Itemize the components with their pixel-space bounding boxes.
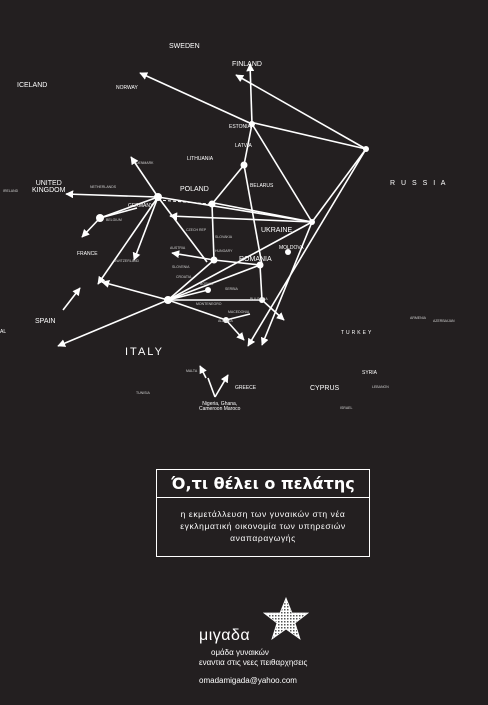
route-line <box>140 73 252 124</box>
label-lebanon: LEBANON <box>372 385 389 389</box>
label-azerbaijan: AZERBAIJAN <box>433 319 455 323</box>
label-austria: AUSTRIA <box>170 246 186 250</box>
label-moldova: MOLDOVA <box>279 245 304 251</box>
label-switzerland: SWITZERLAND <box>114 259 140 263</box>
route-line <box>244 165 262 265</box>
label-netherlands: NETHERLANDS <box>90 185 117 189</box>
label-macedonia: MACEDONIA <box>228 310 250 314</box>
star-icon <box>263 597 309 641</box>
route-line <box>168 265 260 300</box>
label-russia: R U S S I A <box>390 180 448 187</box>
route-line <box>252 124 312 222</box>
label-lithuania: LITHUANIA <box>187 156 214 162</box>
label-croatia: CROATIA <box>176 275 192 279</box>
label-ireland: IRELAND <box>3 189 19 193</box>
label-origins: Nigeria, Ghana, Cameroon Maroco <box>199 401 241 412</box>
node-ukraine <box>309 219 315 225</box>
label-ukraine: UKRAINE <box>261 227 293 234</box>
route-line <box>212 165 244 204</box>
logo-tagline: ομάδα γυναικών <box>211 648 269 657</box>
route-line <box>63 288 80 310</box>
route-line <box>312 149 366 222</box>
route-line <box>200 366 206 378</box>
label-united-kingdom: UNITED KINGDOM <box>32 180 66 194</box>
title-box <box>156 469 370 557</box>
label-hungary: HUNGARY <box>215 249 233 253</box>
route-line <box>236 75 366 149</box>
label-germany: GERMANY <box>128 203 154 209</box>
route-line <box>102 282 168 300</box>
label-albania: ALBANIA <box>218 319 233 323</box>
label-armenia: ARMENIA <box>410 316 426 320</box>
label-syria: SYRIA <box>362 370 378 376</box>
node-russia <box>363 146 369 152</box>
label-malta: MALTA <box>186 369 198 373</box>
label-serbia: SERBIA <box>225 287 238 291</box>
label-latvia: LATVIA <box>235 143 252 149</box>
node-italy <box>164 296 172 304</box>
label-romania: ROMANIA <box>239 256 272 263</box>
label-denmark: DENMARK <box>136 161 154 165</box>
label-turkey: TURKEY <box>341 330 374 336</box>
node-latvia <box>241 162 248 169</box>
contact-email[interactable]: omadamigada@yahoo.com <box>199 676 297 685</box>
route-line <box>215 375 228 397</box>
page-title: Ό,τι θέλει ο πελάτης <box>157 474 369 498</box>
route-line <box>172 253 214 260</box>
label-spain: SPAIN <box>35 318 56 325</box>
node-hungary <box>211 257 218 264</box>
label-montenegro: MONTENEGRO <box>196 302 222 306</box>
route-line <box>262 222 312 345</box>
label-belarus: BELARUS <box>250 183 274 189</box>
label-czech: CZECH REP <box>186 228 207 232</box>
node-serbia <box>205 287 211 293</box>
label-italy: ITALY <box>125 346 164 358</box>
node-germany <box>154 193 162 201</box>
label-portugal: AL <box>0 329 7 335</box>
node-poland <box>209 201 216 208</box>
page-subtitle: η εκμετάλλευση των γυναικών στη νέα εγκληματική οικονομία των υπηρεσιών αναπαραγωγής <box>180 509 346 543</box>
route-line <box>250 64 252 124</box>
logo-name: μιγαδα <box>199 627 251 644</box>
node-belgium <box>96 214 104 222</box>
route-line <box>260 265 262 300</box>
label-norway: NORWAY <box>116 85 138 91</box>
route-line <box>250 122 366 149</box>
label-cyprus: CYPRUS <box>310 385 340 392</box>
route-line <box>208 378 215 397</box>
label-poland: POLAND <box>180 186 209 193</box>
logo-tagline-2: εναντια στις νεες πειθαρχησεις <box>199 658 308 667</box>
label-iceland: ICELAND <box>17 82 48 89</box>
label-finland: FINLAND <box>232 61 262 68</box>
label-belgium: BELGIUM <box>106 218 122 222</box>
route-line <box>66 194 158 197</box>
route-line <box>212 204 214 260</box>
route-line <box>100 208 137 218</box>
route-line <box>58 300 168 346</box>
label-israel: ISRAEL <box>340 406 353 410</box>
label-slovakia: SLOVAKIA <box>215 235 233 239</box>
label-sweden: SWEDEN <box>169 43 200 50</box>
label-bosnia: BOSNIA <box>200 282 214 286</box>
label-greece: GREECE <box>235 385 257 391</box>
label-bulgaria: BULGARIA <box>250 297 268 301</box>
label-estonia: ESTONIA <box>229 124 251 130</box>
label-france: FRANCE <box>77 251 98 257</box>
label-slovenia: SLOVENIA <box>172 265 190 269</box>
label-tunisia: TUNISIA <box>136 391 150 395</box>
